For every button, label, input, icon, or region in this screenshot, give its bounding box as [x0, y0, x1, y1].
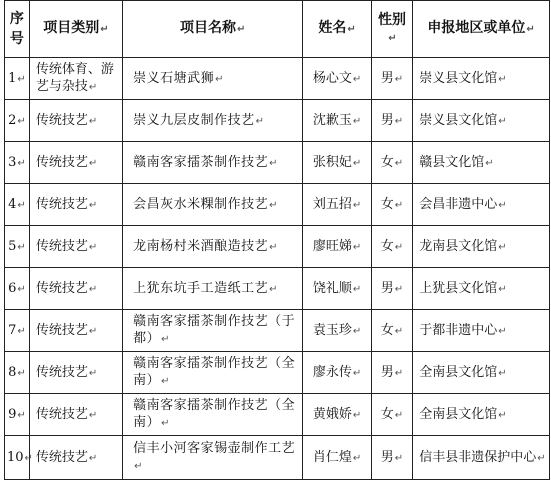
cell-serial-number	[5, 142, 30, 184]
cell-unit-text: 于都非遗中心	[419, 322, 498, 338]
cell-category-text: 传统技艺	[35, 112, 88, 128]
cell-gender	[371, 394, 412, 436]
cell-serial-number-text: 6	[8, 280, 17, 296]
cell-unit-text: 上犹县文化馆	[419, 280, 498, 296]
cell-end-mark: ↵	[347, 24, 356, 35]
cell-gender-text: 男	[380, 449, 394, 465]
cell-category-text: 传统技艺	[35, 280, 88, 296]
table-row	[5, 58, 550, 100]
cell-end-mark: ↵	[215, 73, 225, 85]
cell-unit	[413, 184, 550, 226]
cell-end-mark: ↵	[394, 199, 404, 211]
cell-unit	[413, 100, 550, 142]
cell-unit	[413, 58, 550, 100]
cell-end-mark: ↵	[394, 73, 404, 85]
header-serial-number	[5, 1, 30, 58]
cell-unit	[413, 436, 550, 480]
cell-unit-text: 崇义县文化馆	[419, 70, 498, 86]
cell-project-name	[123, 268, 303, 310]
header-project	[123, 1, 303, 58]
cell-person-name-text: 刘五招	[312, 196, 352, 212]
cell-person-name	[303, 226, 371, 268]
cell-category-text: 传统技艺	[35, 154, 88, 170]
cell-project-name	[123, 352, 303, 394]
cell-category	[29, 394, 122, 436]
cell-project-name	[123, 394, 303, 436]
cell-gender-text: 女	[380, 196, 394, 212]
cell-end-mark: ↵	[352, 115, 362, 127]
cell-gender	[371, 310, 412, 352]
cell-gender-text: 男	[380, 280, 394, 296]
cell-unit	[413, 226, 550, 268]
cell-category-text: 传统技艺	[35, 196, 88, 212]
cell-person-name	[303, 436, 371, 480]
cell-end-mark: ↵	[269, 241, 279, 253]
cell-person-name	[303, 184, 371, 226]
cell-gender	[371, 100, 412, 142]
cell-category	[29, 226, 122, 268]
cell-unit-text: 赣县文化馆	[419, 154, 485, 170]
cell-end-mark: ↵	[498, 283, 507, 295]
cell-end-mark: ↵	[352, 452, 362, 464]
cell-gender-text: 男	[380, 112, 394, 128]
cell-unit-text: 信丰县非遗保护中心	[419, 449, 537, 465]
cell-serial-number-text: 4	[8, 196, 17, 212]
cell-category	[29, 436, 122, 480]
table-row	[5, 352, 550, 394]
cell-end-mark: ↵	[394, 367, 404, 379]
cell-end-mark: ↵	[394, 115, 404, 127]
cell-serial-number	[5, 310, 30, 352]
cell-end-mark: ↵	[17, 241, 26, 253]
cell-project-name	[123, 436, 303, 480]
cell-category	[29, 310, 122, 352]
cell-serial-number-text: 3	[8, 154, 17, 170]
table-row	[5, 184, 550, 226]
table-row	[5, 436, 550, 480]
cell-serial-number	[5, 394, 30, 436]
table-row	[5, 310, 550, 352]
cell-project-name-text: 会昌灰水米粿制作技艺	[133, 196, 269, 212]
cell-end-mark: ↵	[17, 367, 26, 379]
table-row	[5, 142, 550, 184]
cell-end-mark: ↵	[394, 409, 404, 421]
cell-person-name-text: 黄娥娇	[312, 406, 352, 422]
cell-gender	[371, 226, 412, 268]
cell-project-name	[123, 100, 303, 142]
cell-serial-number-text: 1	[8, 70, 17, 86]
header-unit	[413, 1, 550, 58]
cell-unit-text: 崇义县文化馆	[419, 112, 498, 128]
header-category-text: 项目类别	[43, 20, 100, 36]
cell-end-mark: ↵	[17, 283, 26, 295]
cell-category-text: 传统技艺	[35, 322, 88, 338]
cell-unit	[413, 352, 550, 394]
cell-project-name-text: 赣南客家擂茶制作技艺（于都）	[133, 314, 296, 346]
cell-end-mark: ↵	[134, 461, 143, 472]
cell-end-mark: ↵	[498, 115, 507, 127]
cell-serial-number-text: 5	[8, 238, 17, 254]
cell-end-mark: ↵	[537, 452, 546, 464]
cell-end-mark: ↵	[161, 376, 171, 387]
cell-serial-number	[5, 226, 30, 268]
cell-gender-text: 女	[380, 406, 394, 422]
cell-project-name-text: 崇义九层皮制作技艺	[133, 112, 255, 128]
cell-end-mark: ↵	[88, 115, 98, 127]
cell-end-mark: ↵	[17, 157, 26, 169]
cell-gender-text: 女	[380, 322, 394, 338]
cell-project-name	[123, 58, 303, 100]
cell-end-mark: ↵	[352, 409, 362, 421]
cell-person-name	[303, 310, 371, 352]
cell-end-mark: ↵	[526, 24, 535, 35]
cell-serial-number-text: 2	[8, 112, 17, 128]
cell-unit-text: 龙南县文化馆	[419, 238, 498, 254]
cell-unit	[413, 310, 550, 352]
cell-end-mark: ↵	[394, 452, 404, 464]
cell-category	[29, 352, 122, 394]
header-gender	[371, 1, 412, 58]
cell-end-mark: ↵	[88, 367, 98, 379]
cell-project-name	[123, 184, 303, 226]
cell-end-mark: ↵	[161, 418, 171, 429]
cell-gender-text: 男	[380, 364, 394, 380]
cell-end-mark: ↵	[498, 73, 507, 85]
cell-end-mark: ↵	[88, 325, 98, 337]
cell-end-mark: ↵	[352, 325, 362, 337]
cell-category-text: 传统体育、游艺与杂技	[35, 62, 114, 94]
cell-end-mark: ↵	[24, 452, 33, 464]
cell-end-mark: ↵	[17, 199, 26, 211]
cell-person-name-text: 饶礼顺	[312, 280, 352, 296]
cell-end-mark: ↵	[352, 157, 362, 169]
cell-person-name	[303, 352, 371, 394]
cell-gender-text: 男	[380, 70, 394, 86]
cell-end-mark: ↵	[269, 283, 279, 295]
cell-person-name	[303, 394, 371, 436]
cell-gender	[371, 184, 412, 226]
cell-end-mark: ↵	[498, 325, 507, 337]
cell-project-name-text: 赣南客家擂茶制作技艺（全南）	[133, 356, 296, 388]
cell-end-mark: ↵	[485, 157, 494, 169]
cell-end-mark: ↵	[161, 334, 171, 345]
cell-end-mark: ↵	[498, 199, 507, 211]
cell-project-name	[123, 310, 303, 352]
header-serial-line2: 号	[9, 31, 24, 47]
header-category	[29, 1, 122, 58]
cell-category-text: 传统技艺	[35, 406, 88, 422]
cell-serial-number	[5, 58, 30, 100]
cell-category-text: 传统技艺	[35, 238, 88, 254]
cell-gender	[371, 58, 412, 100]
cell-category	[29, 142, 122, 184]
cell-end-mark: ↵	[88, 409, 98, 421]
cell-project-name-text: 龙南杨村米酒酿造技艺	[133, 238, 269, 254]
cell-category	[29, 58, 122, 100]
cell-gender	[371, 352, 412, 394]
cell-unit-text: 会昌非遗中心	[419, 196, 498, 212]
cell-unit-text: 全南县文化馆	[419, 406, 498, 422]
cell-person-name-text: 廖永传	[312, 364, 352, 380]
cell-end-mark: ↵	[17, 115, 26, 127]
cell-end-mark: ↵	[255, 115, 265, 127]
cell-end-mark: ↵	[394, 157, 404, 169]
cell-gender	[371, 436, 412, 480]
cell-person-name-text: 袁玉珍	[312, 322, 352, 338]
cell-person-name-text: 张积妃	[312, 154, 352, 170]
cell-end-mark: ↵	[88, 452, 98, 464]
header-unit-text: 申报地区或单位	[427, 20, 526, 36]
cell-end-mark: ↵	[88, 157, 98, 169]
cell-end-mark: ↵	[269, 157, 279, 169]
header-gender-text: 性别	[377, 11, 406, 28]
cell-end-mark: ↵	[237, 24, 246, 35]
table-body	[5, 58, 550, 480]
cell-serial-number	[5, 184, 30, 226]
cell-person-name-text: 廖旺娣	[312, 238, 352, 254]
cell-end-mark: ↵	[394, 325, 404, 337]
cell-serial-number	[5, 100, 30, 142]
cell-end-mark: ↵	[17, 409, 26, 421]
cell-end-mark: ↵	[352, 73, 362, 85]
cell-serial-number-text: 7	[8, 322, 17, 338]
cell-serial-number-text: 9	[8, 406, 17, 422]
cell-end-mark: ↵	[88, 199, 98, 211]
cell-serial-number-text: 8	[8, 364, 17, 380]
cell-serial-number	[5, 268, 30, 310]
cell-unit-text: 全南县文化馆	[419, 364, 498, 380]
inheritor-table	[4, 0, 550, 480]
cell-end-mark: ↵	[352, 241, 362, 253]
header-serial-line1: 序	[9, 11, 24, 27]
cell-category	[29, 100, 122, 142]
cell-end-mark: ↵	[388, 32, 397, 44]
cell-project-name-text: 上犹东坑手工造纸工艺	[133, 280, 269, 296]
cell-person-name	[303, 268, 371, 310]
cell-person-name-text: 杨心文	[312, 70, 352, 86]
cell-end-mark: ↵	[498, 409, 507, 421]
cell-end-mark: ↵	[17, 325, 26, 337]
cell-end-mark: ↵	[352, 367, 362, 379]
cell-category	[29, 268, 122, 310]
cell-end-mark: ↵	[88, 241, 98, 253]
cell-project-name-text: 赣南客家擂茶制作技艺（全南）	[133, 398, 296, 430]
cell-end-mark: ↵	[498, 367, 507, 379]
cell-gender-text: 女	[380, 238, 394, 254]
cell-end-mark: ↵	[269, 199, 279, 211]
table-row	[5, 226, 550, 268]
cell-serial-number-text: 10	[7, 449, 24, 465]
cell-project-name-text: 信丰小河客家锡壶制作工艺	[133, 441, 296, 456]
cell-unit	[413, 394, 550, 436]
table-row	[5, 100, 550, 142]
cell-end-mark: ↵	[88, 82, 98, 93]
cell-end-mark: ↵	[394, 241, 404, 253]
cell-end-mark: ↵	[394, 283, 404, 295]
cell-person-name	[303, 142, 371, 184]
cell-gender	[371, 268, 412, 310]
header-person-text: 姓名	[318, 20, 347, 36]
cell-end-mark: ↵	[17, 73, 26, 85]
cell-serial-number	[5, 436, 33, 480]
header-person	[303, 1, 371, 58]
cell-category-text: 传统技艺	[35, 364, 88, 380]
cell-category-text: 传统技艺	[35, 449, 88, 465]
cell-unit	[413, 268, 550, 310]
cell-person-name-text: 肖仁煌	[312, 449, 352, 465]
table-row	[5, 268, 550, 310]
cell-end-mark: ↵	[88, 283, 98, 295]
cell-gender	[371, 142, 412, 184]
cell-person-name-text: 沈歉玉	[312, 112, 352, 128]
cell-end-mark: ↵	[352, 283, 362, 295]
cell-project-name-text: 赣南客家擂茶制作技艺	[133, 154, 269, 170]
cell-project-name	[123, 142, 303, 184]
cell-end-mark: ↵	[100, 24, 109, 35]
cell-project-name	[123, 226, 303, 268]
cell-project-name-text: 崇义石塘武狮	[133, 70, 215, 86]
cell-end-mark: ↵	[498, 241, 507, 253]
cell-person-name	[303, 100, 371, 142]
table-header-row	[5, 1, 550, 58]
cell-person-name	[303, 58, 371, 100]
cell-unit	[413, 142, 550, 184]
header-project-text: 项目名称	[180, 20, 237, 36]
table-row	[5, 394, 550, 436]
cell-end-mark: ↵	[352, 199, 362, 211]
cell-gender-text: 女	[380, 154, 394, 170]
cell-category	[29, 184, 122, 226]
cell-serial-number	[5, 352, 30, 394]
